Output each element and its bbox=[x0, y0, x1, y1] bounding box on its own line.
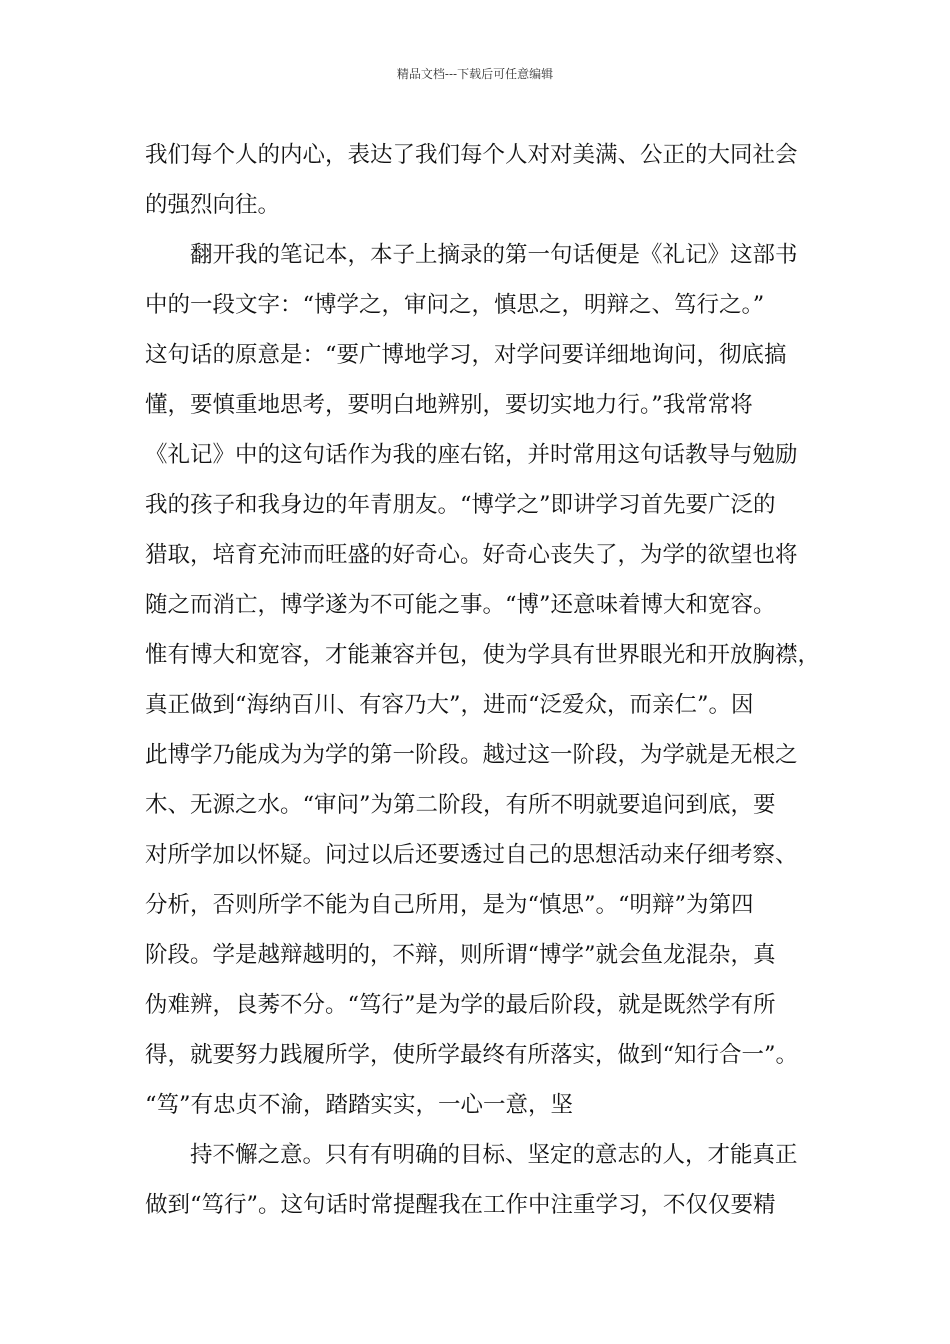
text-line: 做到“笃行”。这句话时常提醒我在工作中注重学习，不仅仅要精 bbox=[145, 1192, 776, 1218]
text-line: 对所学加以怀疑。问过以后还要透过自己的思想活动来仔细考察、 bbox=[145, 842, 798, 868]
text-line: 持不懈之意。只有有明确的目标、坚定的意志的人，才能真正 bbox=[190, 1142, 798, 1168]
text-line: 分析，否则所学不能为自己所用，是为“慎思”。“明辩”为第四 bbox=[145, 892, 754, 918]
text-line: 我们每个人的内心，表达了我们每个人对对美满、公正的大同社会 bbox=[145, 142, 798, 168]
text-line: “笃”有忠贞不渝，踏踏实实，一心一意，坚 bbox=[145, 1092, 574, 1118]
text-line: 此博学乃能成为为学的第一阶段。越过这一阶段，为学就是无根之 bbox=[145, 742, 798, 768]
text-line: 伪难辨，良莠不分。“笃行”是为学的最后阶段，就是既然学有所 bbox=[145, 992, 776, 1018]
text-line: 惟有博大和宽容，才能兼容并包，使为学具有世界眼光和开放胸襟， bbox=[145, 642, 821, 668]
text-line: 得，就要努力践履所学，使所学最终有所落实，做到“知行合一”。 bbox=[145, 1042, 799, 1068]
text-line: 随之而消亡，博学遂为不可能之事。“博”还意味着博大和宽容。 bbox=[145, 592, 776, 618]
text-line: 这句话的原意是：“要广博地学习，对学问要详细地询问，彻底搞 bbox=[145, 342, 787, 368]
text-line: 懂，要慎重地思考，要明白地辨别，要切实地力行。”我常常将 bbox=[145, 392, 753, 418]
text-line: 中的一段文字：“博学之，审问之，慎思之，明辩之、笃行之。” bbox=[145, 292, 765, 318]
text-line: 翻开我的笔记本，本子上摘录的第一句话便是《礼记》这部书 bbox=[190, 242, 798, 268]
text-line: 的强烈向往。 bbox=[145, 192, 281, 218]
text-line: 我的孩子和我身边的年青朋友。“博学之”即讲学习首先要广泛的 bbox=[145, 492, 776, 518]
document-body bbox=[145, 130, 825, 1230]
text-line: 《礼记》中的这句话作为我的座右铭，并时常用这句话教导与勉励 bbox=[145, 442, 798, 468]
text-line: 阶段。学是越辩越明的，不辩，则所谓“博学”就会鱼龙混杂，真 bbox=[145, 942, 776, 968]
text-line: 木、无源之水。“审问”为第二阶段，有所不明就要追问到底，要 bbox=[145, 792, 776, 818]
page-header: 精品文档---下载后可任意编辑 bbox=[396, 67, 554, 81]
text-line: 真正做到“海纳百川、有容乃大”，进而“泛爱众，而亲仁”。因 bbox=[145, 692, 754, 718]
text-line: 猎取，培育充沛而旺盛的好奇心。好奇心丧失了，为学的欲望也将 bbox=[145, 542, 798, 568]
